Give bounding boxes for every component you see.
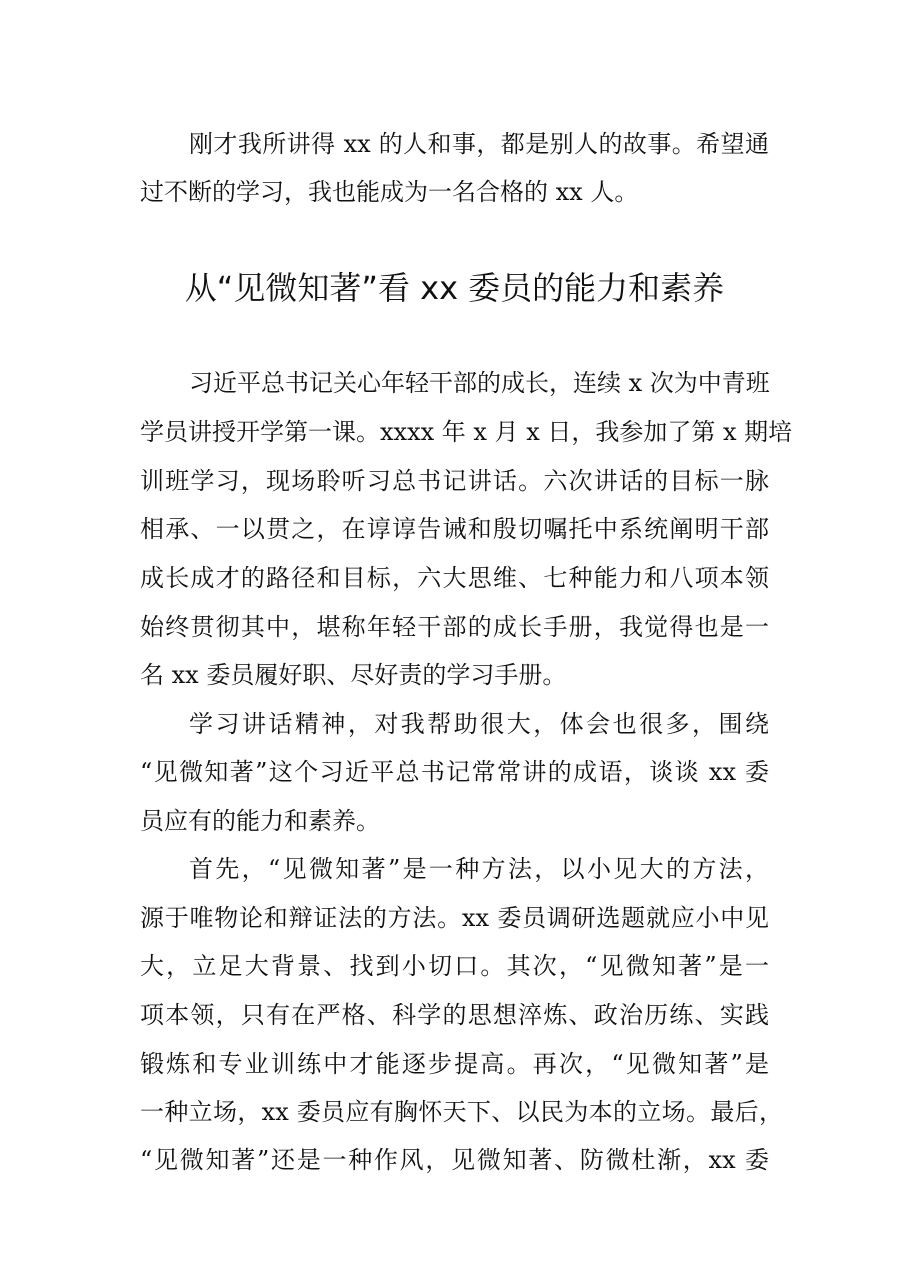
paragraph-line: 训班学习，现场聆听习总书记讲话。六次讲话的目标一脉 xyxy=(140,467,769,495)
paragraph-line: 过不断的学习，我也能成为一名合格的 xx 人。 xyxy=(140,178,639,206)
paragraph-line: 一种立场，xx 委员应有胸怀天下、以民为本的立场。最后， xyxy=(140,1098,783,1126)
section-title: 从“见微知著”看 xx 委员的能力和素养 xyxy=(184,269,725,307)
paragraph-line: 名 xx 委员履好职、尽好责的学习手册。 xyxy=(140,661,567,689)
paragraph-line: 习近平总书记关心年轻干部的成长，连续 x 次为中青班 xyxy=(189,369,770,397)
paragraph-line: 刚才我所讲得 xx 的人和事，都是别人的故事。希望通 xyxy=(189,130,769,158)
paragraph-line: 成长成才的路径和目标，六大思维、七种能力和八项本领 xyxy=(140,564,769,592)
paragraph-line: 锻炼和专业训练中才能逐步提高。再次，“见微知著”是 xyxy=(140,1050,769,1078)
paragraph-line: “见微知著”这个习近平总书记常常讲的成语，谈谈 xx 委 xyxy=(140,758,769,786)
paragraph-line: 学习讲话精神，对我帮助很大，体会也很多，围绕 xyxy=(189,710,769,738)
paragraph-line: 相承、一以贯之，在谆谆告诫和殷切嘱托中系统阐明干部 xyxy=(140,515,769,543)
paragraph-line: 始终贯彻其中，堪称年轻干部的成长手册，我觉得也是一 xyxy=(140,613,769,641)
paragraph-line: “见微知著”还是一种作风，见微知著、防微杜渐，xx 委 xyxy=(140,1146,769,1174)
paragraph-line: 首先，“见微知著”是一种方法，以小见大的方法， xyxy=(189,855,769,883)
paragraph-line: 大，立足大背景、找到小切口。其次，“见微知著”是一 xyxy=(140,952,769,980)
paragraph-line: 源于唯物论和辩证法的方法。xx 委员调研选题就应小中见 xyxy=(140,904,769,932)
paragraph-line: 员应有的能力和素养。 xyxy=(140,807,380,835)
paragraph-line: 学员讲授开学第一课。xxxx 年 x 月 x 日，我参加了第 x 期培 xyxy=(140,418,793,446)
paragraph-line: 项本领，只有在严格、科学的思想淬炼、政治历练、实践 xyxy=(140,1001,769,1029)
